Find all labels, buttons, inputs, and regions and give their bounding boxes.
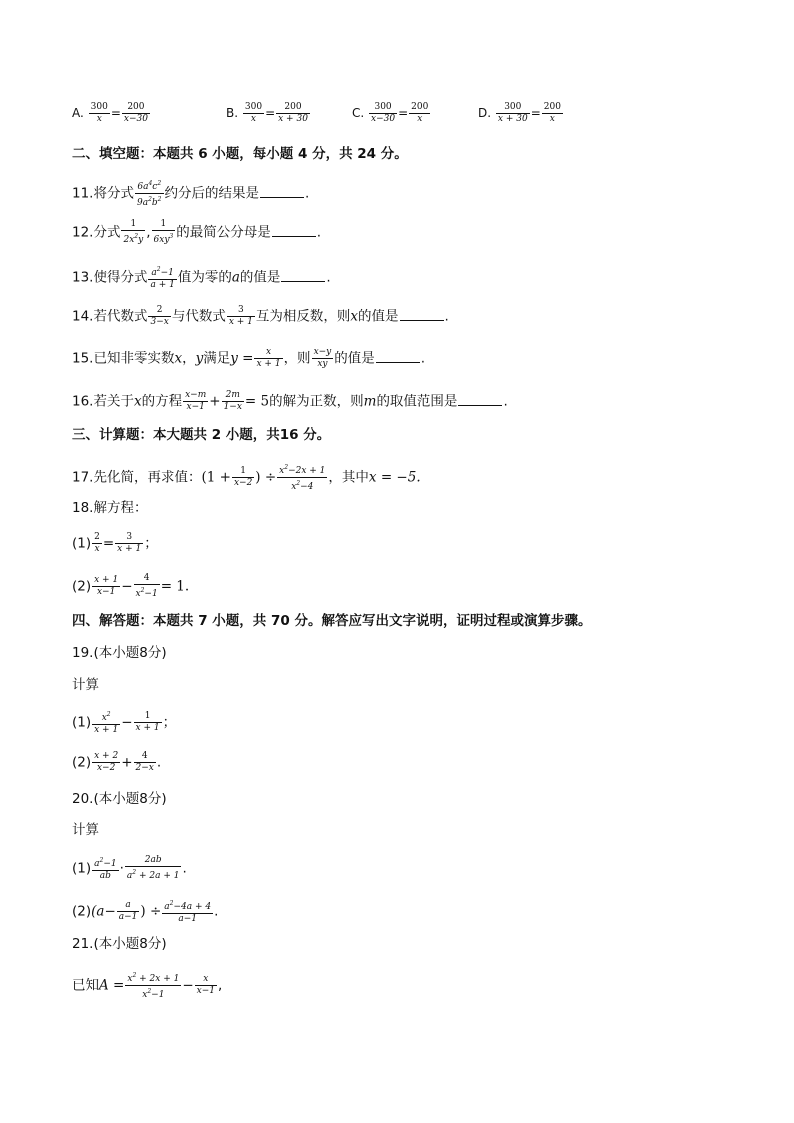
question-19-part-1: (1) $\frac{x^2}{x + 1}$ − $\frac{1}{x + 1}$ ； — [72, 711, 177, 735]
question-18-part-1: (1) $\frac{2}{x}$ = $\frac{3}{x + 1}$ ； — [72, 532, 158, 554]
question-16: 16.若关于x的方程 $\frac{x-m}{x-1}$ + $\frac{2m}{1-x}$ = 5的解为正数，则m的取值范围是 . — [72, 390, 508, 412]
fraction: $\frac{a^2-1}{a + 1}$ — [150, 266, 175, 290]
question-19-instruction: 计算 — [72, 677, 99, 693]
option-c: C. $\frac{300}{x-30}$ = $\frac{200}{x}$ — [352, 102, 429, 124]
question-19-title: 19.(本小题8分) — [72, 645, 167, 661]
question-14: 14.若代数式 $\frac{2}{3-x}$ 与代数式 $\frac{3}{x + 1}$ 互为相反数，则x的值是 . — [72, 305, 449, 327]
fraction: $\frac{3}{x + 1}$ — [117, 532, 142, 554]
section-title-fill-blank: 二、填空题：本题共 6 小题，每小题 4 分，共 24 分。 — [72, 146, 408, 162]
option-label: A. — [72, 106, 84, 120]
answer-blank — [281, 269, 325, 282]
fraction: $\frac{1}{6xy^3}$ — [153, 219, 174, 245]
question-21-body: 已知A = $\frac{x^2 + 2x + 1}{x^2-1}$ − $\frac{x}{x-1}$ , — [72, 972, 223, 1000]
option-label: B. — [226, 106, 239, 120]
section-title-solution: 四、解答题：本题共 7 小题，共 70 分。解答应写出文字说明，证明过程或演算步骤。 — [72, 613, 592, 629]
fraction: $\frac{x + 1}{x-1}$ — [94, 575, 119, 597]
fraction: $\frac{6a^4c^2}{9a^2b^2}$ — [136, 180, 162, 208]
question-18-title: 18.解方程： — [72, 500, 148, 516]
fraction: $\frac{x^2-2x + 1}{x^2-4}$ — [279, 464, 326, 492]
answer-blank — [376, 350, 420, 363]
fraction: $\frac{300}{x}$ — [90, 102, 108, 124]
fraction: $\frac{200}{x + 30}$ — [278, 102, 308, 124]
option-d: D. $\frac{300}{x + 30}$ = $\frac{200}{x}$ — [478, 102, 561, 124]
question-17: 17.先化简，再求值：(1 + $\frac{1}{x-2}$ ) ÷ $\frac{x^2-2x + 1}{x^2-4}$ ，其中x = −5. — [72, 464, 421, 492]
fraction: $\frac{x^2}{x + 1}$ — [94, 711, 119, 735]
question-21-title: 21.(本小题8分) — [72, 936, 167, 952]
fraction: $\frac{a^2-4a + 4}{a-1}$ — [164, 900, 212, 924]
answer-blank — [400, 308, 444, 321]
answer-blank — [458, 393, 502, 406]
fraction: $\frac{2ab}{a^2 + 2a + 1}$ — [126, 855, 180, 881]
option-label: C. — [352, 106, 365, 120]
fraction: $\frac{1}{2x^2y}$ — [123, 219, 144, 245]
section-title-calculation: 三、计算题：本大题共 2 小题，共16 分。 — [72, 427, 331, 443]
fraction: $\frac{2m}{1-x}$ — [223, 390, 242, 412]
fraction: $\frac{200}{x}$ — [411, 102, 429, 124]
question-20-part-1: (1) $\frac{a^2-1}{ab}$ · $\frac{2ab}{a^2 + 2a + 1}$ . — [72, 855, 187, 881]
fraction: $\frac{x + 2}{x-2}$ — [94, 751, 119, 773]
question-18-part-2: (2) $\frac{x + 1}{x-1}$ − $\frac{4}{x^2-1}$ = 1. — [72, 573, 190, 599]
fraction: $\frac{3}{x + 1}$ — [228, 305, 253, 327]
fraction: $\frac{x-y}{xy}$ — [313, 347, 332, 369]
fraction: $\frac{200}{x-30}$ — [123, 102, 148, 124]
fraction: $\frac{2}{3-x}$ — [150, 305, 169, 327]
fraction: $\frac{300}{x-30}$ — [371, 102, 396, 124]
option-a: A. $\frac{300}{x}$ = $\frac{200}{x-30}$ — [72, 102, 148, 124]
question-20-instruction: 计算 — [72, 822, 99, 838]
fraction: $\frac{a^2-1}{ab}$ — [94, 857, 117, 881]
question-13: 13.使得分式 $\frac{a^2-1}{a + 1}$ 值为零的a的值是 . — [72, 266, 331, 290]
question-11: 11.将分式 $\frac{6a^4c^2}{9a^2b^2}$ 约分后的结果是 . — [72, 180, 310, 208]
option-b: B. $\frac{300}{x}$ = $\frac{200}{x + 30}$ — [226, 102, 308, 124]
fraction: $\frac{2}{x}$ — [94, 532, 100, 554]
fraction: $\frac{a}{a-1}$ — [118, 900, 138, 922]
question-20-part-2: (2)(a− $\frac{a}{a-1}$ ) ÷ $\frac{a^2-4a + 4}{a-1}$ . — [72, 900, 219, 924]
fraction: $\frac{x}{x-1}$ — [196, 974, 215, 996]
fraction: $\frac{x}{x + 1}$ — [256, 347, 281, 369]
fraction: $\frac{300}{x + 30}$ — [497, 102, 528, 124]
question-19-part-2: (2) $\frac{x + 2}{x-2}$ + $\frac{4}{2-x}$ . — [72, 751, 162, 773]
fraction: $\frac{300}{x}$ — [244, 102, 263, 124]
question-20-title: 20.(本小题8分) — [72, 791, 167, 807]
answer-blank — [260, 185, 304, 198]
fraction: $\frac{x^2 + 2x + 1}{x^2-1}$ — [127, 972, 180, 1000]
fraction: $\frac{x-m}{x-1}$ — [185, 390, 207, 412]
question-15: 15.已知非零实数x，y满足y = $\frac{x}{x + 1}$ ，则 $\frac{x-y}{xy}$ 的值是 . — [72, 347, 426, 369]
fraction: $\frac{4}{2-x}$ — [135, 751, 154, 773]
option-label: D. — [478, 106, 492, 120]
fraction: $\frac{1}{x-2}$ — [233, 466, 253, 488]
question-12: 12.分式 $\frac{1}{2x^2y}$ , $\frac{1}{6xy^3}$ 的最简公分母是 . — [72, 219, 322, 245]
fraction: $\frac{4}{x^2-1}$ — [135, 573, 158, 599]
fraction: $\frac{1}{x + 1}$ — [135, 711, 160, 733]
answer-blank — [272, 224, 316, 237]
fraction: $\frac{200}{x}$ — [543, 102, 561, 124]
